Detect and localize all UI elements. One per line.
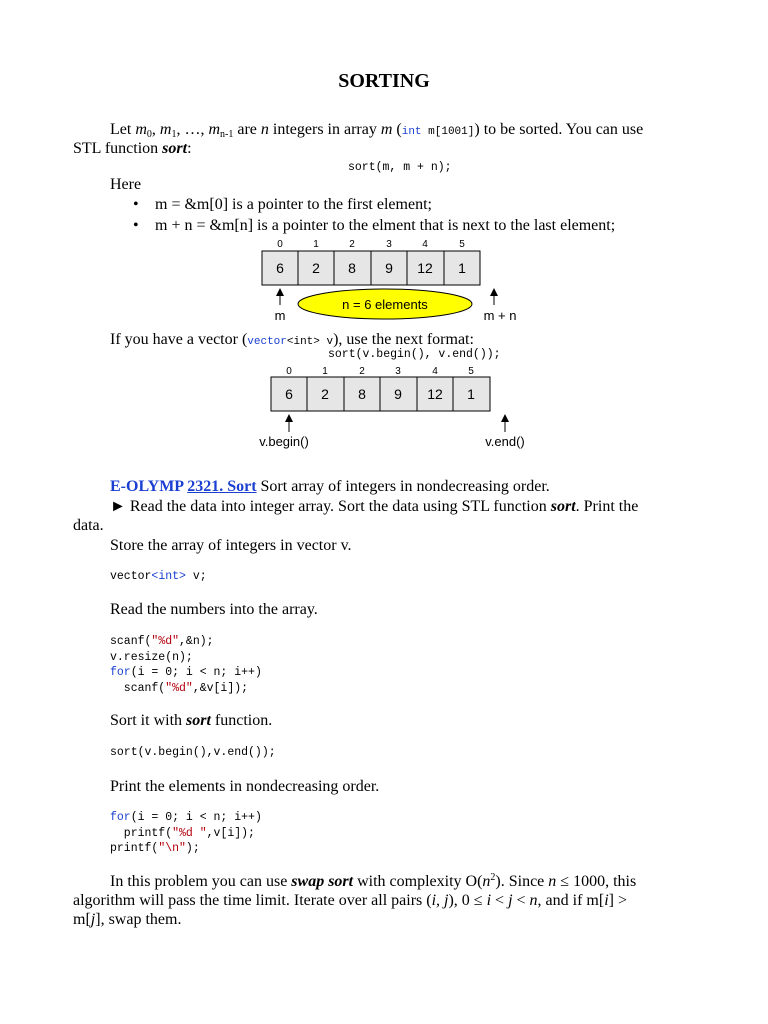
problem-link[interactable]: 2321. Sort bbox=[187, 478, 257, 495]
problem-text: Sort array of integers in nondecreasing order. bbox=[256, 478, 550, 495]
final-text: In this problem you can use bbox=[110, 873, 292, 890]
sort-call-code: sort(m, m + n); bbox=[348, 161, 452, 174]
superscript: 2 bbox=[490, 872, 496, 883]
final-line-3 bbox=[73, 910, 181, 929]
here-label: Here bbox=[110, 176, 142, 193]
step-text: ► Read the data into integer array. Sort the data using STL function bbox=[110, 498, 551, 515]
store-text: Store the array of integers in vector v. bbox=[110, 537, 352, 554]
vector-call-code: sort(v.begin(), v.end()); bbox=[328, 348, 501, 361]
cell-value: 6 bbox=[285, 386, 293, 402]
pointer-label-m: m bbox=[274, 308, 286, 323]
code-block-3: sort(v.begin(),v.end()); bbox=[110, 746, 276, 759]
pointer-label-begin: v.begin() bbox=[259, 434, 309, 449]
index-label: 1 bbox=[322, 366, 328, 377]
intro-text: ) to be sorted. You can use bbox=[474, 121, 644, 138]
pointer-label-mn: m + n bbox=[483, 308, 517, 323]
final-text: with complexity O( bbox=[353, 873, 483, 890]
sort-word: sort bbox=[550, 498, 576, 515]
final-text: ] > bbox=[608, 892, 628, 909]
var-j: j bbox=[90, 911, 96, 928]
cell-value: 2 bbox=[312, 260, 320, 276]
index-label: 2 bbox=[359, 366, 365, 377]
cell-value: 2 bbox=[321, 386, 329, 402]
index-label: 0 bbox=[286, 366, 292, 377]
code-text: ); bbox=[185, 842, 200, 855]
var-n: n bbox=[529, 892, 538, 909]
cell-value: 8 bbox=[358, 386, 366, 402]
var-j: j bbox=[508, 892, 513, 909]
intro-text: are bbox=[233, 121, 261, 138]
final-text: ), 0 ≤ bbox=[448, 892, 487, 909]
final-text: algorithm will pass the time limit. Iterate over all pairs ( bbox=[73, 892, 432, 909]
swap-sort-term: swap sort bbox=[291, 873, 354, 890]
final-text: ≤ 1000, this bbox=[556, 873, 637, 890]
cell-value: 6 bbox=[276, 260, 284, 276]
final-text: , and if m[ bbox=[537, 892, 605, 909]
code-block-2 bbox=[110, 634, 262, 696]
code-inline: m[1001] bbox=[421, 126, 475, 138]
code-block-1 bbox=[110, 569, 207, 585]
code-string: "%d" bbox=[165, 681, 193, 695]
cell-value: 8 bbox=[348, 260, 356, 276]
bullet-text: m = &m[0] is a pointer to the first element; bbox=[155, 196, 432, 213]
code-keyword: <int> bbox=[151, 570, 186, 583]
final-text: < bbox=[512, 892, 530, 909]
cell-value: 1 bbox=[458, 260, 466, 276]
code-text: ,&v[i]); bbox=[192, 681, 249, 695]
index-label: 3 bbox=[386, 239, 392, 250]
vector-text: If you have a vector ( bbox=[110, 331, 248, 348]
final-line-1 bbox=[110, 872, 636, 891]
sub-0: 0 bbox=[146, 129, 152, 140]
code-text: scanf( bbox=[110, 681, 166, 695]
index-label: 2 bbox=[349, 239, 355, 250]
sort-text bbox=[110, 711, 272, 730]
code-keyword: vector bbox=[247, 336, 287, 348]
index-label: 0 bbox=[277, 239, 283, 250]
code-keyword: for bbox=[110, 811, 131, 824]
cell-value: 9 bbox=[394, 386, 402, 402]
var-m0: m bbox=[135, 121, 147, 138]
code-string: "%d " bbox=[172, 826, 207, 840]
index-label: 4 bbox=[422, 239, 428, 250]
var-n: n bbox=[482, 873, 491, 890]
var-n: n bbox=[548, 873, 557, 890]
code-text: (i = 0; i < n; i++) bbox=[130, 811, 262, 824]
final-text: m[ bbox=[73, 911, 91, 928]
sort-word: sort bbox=[186, 712, 211, 729]
var-m: m bbox=[380, 121, 393, 138]
step-text: . Print the bbox=[575, 498, 639, 515]
intro-text: integers in array bbox=[268, 121, 381, 138]
index-label: 4 bbox=[432, 366, 438, 377]
code-keyword: for bbox=[110, 666, 131, 679]
vector-text: ), use the next format: bbox=[333, 331, 474, 348]
code-text: ,&n); bbox=[179, 635, 214, 648]
code-text: scanf( bbox=[110, 635, 152, 648]
code-text: ,v[i]); bbox=[206, 826, 255, 840]
index-label: 1 bbox=[313, 239, 319, 250]
var-i: i bbox=[604, 892, 609, 909]
code-block-4 bbox=[110, 810, 262, 857]
var-n: n bbox=[260, 121, 269, 138]
final-text: ). Since bbox=[495, 873, 549, 890]
bullet-dot: • bbox=[133, 196, 139, 213]
sort-text-a: Sort it with bbox=[110, 712, 187, 729]
array-diagram-2 bbox=[259, 366, 525, 449]
bullet-dot: • bbox=[133, 217, 139, 234]
sort-text-c: function. bbox=[210, 712, 273, 729]
code-text: v.resize(n); bbox=[110, 650, 193, 664]
pointer-label-end: v.end() bbox=[485, 434, 525, 449]
problem-step-cont: data. bbox=[73, 517, 104, 534]
code-text: v; bbox=[185, 570, 207, 583]
var-i: i bbox=[486, 892, 492, 909]
code-string: "%d" bbox=[151, 635, 180, 648]
cell-value: 12 bbox=[417, 260, 433, 276]
cell-value: 1 bbox=[467, 386, 475, 402]
final-text: < bbox=[491, 892, 509, 909]
code-string: "\n" bbox=[158, 842, 186, 855]
cell-value: 12 bbox=[427, 386, 443, 402]
intro-text: STL function bbox=[73, 140, 163, 157]
ellipse-label: n = 6 elements bbox=[342, 297, 428, 312]
index-label: 5 bbox=[459, 239, 465, 250]
intro-text: , bbox=[151, 121, 160, 138]
code-text: printf( bbox=[110, 826, 173, 840]
code-text: (i = 0; i < n; i++) bbox=[130, 666, 262, 679]
index-label: 5 bbox=[468, 366, 474, 377]
code-text: printf( bbox=[110, 842, 159, 855]
var-ij: i, j bbox=[431, 892, 449, 909]
read-text: Read the numbers into the array. bbox=[110, 601, 318, 618]
code-inline: <int> v bbox=[286, 336, 334, 348]
code-text: vector bbox=[110, 570, 152, 583]
bullet-text: m + n = &m[n] is a pointer to the elment that is next to the last element; bbox=[155, 217, 616, 234]
array-diagram-1 bbox=[262, 239, 516, 323]
final-text: ], swap them. bbox=[95, 911, 182, 928]
var-mn: m bbox=[208, 121, 221, 138]
intro-text: , …, bbox=[176, 121, 209, 138]
print-text: Print the elements in nondecreasing order. bbox=[110, 778, 380, 795]
sub-n-1: n-1 bbox=[220, 129, 234, 140]
final-line-2 bbox=[73, 891, 627, 910]
sub-1: 1 bbox=[171, 129, 177, 140]
var-m1: m bbox=[159, 121, 172, 138]
problem-prefix: E-OLYMP bbox=[110, 478, 188, 495]
problem-step bbox=[110, 497, 638, 516]
intro-text: : bbox=[187, 140, 192, 157]
code-keyword: int bbox=[401, 126, 422, 138]
index-label: 3 bbox=[395, 366, 401, 377]
page-title: SORTING bbox=[338, 70, 430, 92]
intro-text: ( bbox=[392, 121, 402, 138]
sort-word: sort bbox=[162, 140, 188, 157]
problem-heading bbox=[110, 477, 550, 496]
cell-value: 9 bbox=[385, 260, 393, 276]
intro-text: Let bbox=[110, 121, 136, 138]
